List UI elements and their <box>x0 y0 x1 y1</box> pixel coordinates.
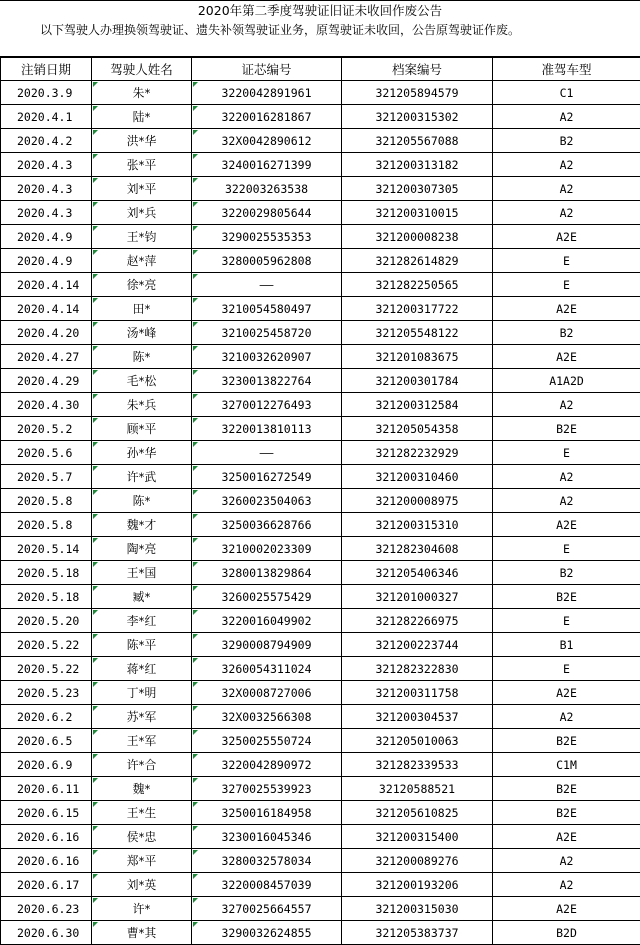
file-number-cell: 321205406346 <box>342 561 493 585</box>
driver-name-cell: 魏*才 <box>92 513 192 537</box>
chip-number-cell: 3280005962808 <box>192 249 342 273</box>
vehicle-class-cell: A2 <box>493 465 640 489</box>
driver-name-cell: 刘*英 <box>92 873 192 897</box>
file-number-cell: 321200008238 <box>342 225 493 249</box>
column-header-chip-number: 证芯编号 <box>192 58 342 81</box>
revoke-date-cell: 2020.4.1 <box>1 105 92 129</box>
driver-name-cell: 许*武 <box>92 465 192 489</box>
revoke-date-cell: 2020.4.2 <box>1 129 92 153</box>
chip-number-cell: 3290032624855 <box>192 921 342 945</box>
table-row <box>1 177 640 201</box>
file-number-cell: 321200315310 <box>342 513 493 537</box>
revoke-date-cell: 2020.3.9 <box>1 81 92 105</box>
vehicle-class-cell: A2E <box>493 513 640 537</box>
file-number-cell: 321205054358 <box>342 417 493 441</box>
chip-number-cell: 3250016184958 <box>192 801 342 825</box>
vehicle-class-cell: E <box>493 537 640 561</box>
chip-number-cell: 32X0042890612 <box>192 129 342 153</box>
driver-name-cell: 毛*松 <box>92 369 192 393</box>
driver-name-cell: 王*国 <box>92 561 192 585</box>
driver-name-cell: 朱*兵 <box>92 393 192 417</box>
driver-name-cell: 刘*平 <box>92 177 192 201</box>
file-number-cell: 32120588521 <box>342 777 493 801</box>
driver-name-cell: 王*生 <box>92 801 192 825</box>
table-row <box>1 273 640 297</box>
vehicle-class-cell: A2E <box>493 225 640 249</box>
chip-number-cell: 3210032620907 <box>192 345 342 369</box>
table-row <box>1 225 640 249</box>
chip-number-cell: 3210025458720 <box>192 321 342 345</box>
driver-name-cell: 陈* <box>92 345 192 369</box>
vehicle-class-cell: E <box>493 249 640 273</box>
driver-name-cell: 曹*其 <box>92 921 192 945</box>
table-row <box>1 249 640 273</box>
column-header-revoke-date: 注销日期 <box>1 58 92 81</box>
revoke-date-cell: 2020.6.5 <box>1 729 92 753</box>
revoke-date-cell: 2020.6.16 <box>1 849 92 873</box>
table-row <box>1 441 640 465</box>
revoke-date-cell: 2020.5.7 <box>1 465 92 489</box>
file-number-cell: 321282614829 <box>342 249 493 273</box>
file-number-cell: 321201000327 <box>342 585 493 609</box>
driver-name-cell: 赵*萍 <box>92 249 192 273</box>
vehicle-class-cell: A2 <box>493 873 640 897</box>
revoke-date-cell: 2020.4.3 <box>1 177 92 201</box>
table-row <box>1 777 640 801</box>
table-header-row <box>1 58 640 81</box>
driver-name-cell: 许* <box>92 897 192 921</box>
revoke-date-cell: 2020.5.8 <box>1 513 92 537</box>
file-number-cell: 321200315302 <box>342 105 493 129</box>
vehicle-class-cell: A2 <box>493 177 640 201</box>
chip-number-cell: 3260025575429 <box>192 585 342 609</box>
vehicle-class-cell: E <box>493 609 640 633</box>
file-number-cell: 321282232929 <box>342 441 493 465</box>
revoke-date-cell: 2020.6.23 <box>1 897 92 921</box>
vehicle-class-cell: A2E <box>493 897 640 921</box>
revoke-date-cell: 2020.4.20 <box>1 321 92 345</box>
revoke-date-cell: 2020.6.16 <box>1 825 92 849</box>
chip-number-cell: 3270025664557 <box>192 897 342 921</box>
file-number-cell: 321200301784 <box>342 369 493 393</box>
driver-name-cell: 徐*亮 <box>92 273 192 297</box>
driver-name-cell: 魏* <box>92 777 192 801</box>
table-row <box>1 537 640 561</box>
revoke-date-cell: 2020.4.30 <box>1 393 92 417</box>
chip-number-cell: 3270025539923 <box>192 777 342 801</box>
file-number-cell: 321200089276 <box>342 849 493 873</box>
table-row <box>1 873 640 897</box>
column-header-file-number: 档案编号 <box>342 58 493 81</box>
table-row <box>1 585 640 609</box>
chip-number-cell: 3280032578034 <box>192 849 342 873</box>
chip-number-cell: 3280013829864 <box>192 561 342 585</box>
table-row <box>1 297 640 321</box>
vehicle-class-cell: A2E <box>493 297 640 321</box>
table-row <box>1 129 640 153</box>
driver-name-cell: 孙*华 <box>92 441 192 465</box>
vehicle-class-cell: C1M <box>493 753 640 777</box>
file-number-cell: 321205010063 <box>342 729 493 753</box>
file-number-cell: 321282304608 <box>342 537 493 561</box>
table-row <box>1 393 640 417</box>
vehicle-class-cell: A2E <box>493 345 640 369</box>
table-row <box>1 465 640 489</box>
driver-name-cell: 李*红 <box>92 609 192 633</box>
driver-name-cell: 朱* <box>92 81 192 105</box>
chip-number-cell: 3290025535353 <box>192 225 342 249</box>
revocation-table <box>0 57 640 945</box>
driver-name-cell: 丁*明 <box>92 681 192 705</box>
vehicle-class-cell: B2 <box>493 561 640 585</box>
revoke-date-cell: 2020.4.29 <box>1 369 92 393</box>
revoke-date-cell: 2020.6.30 <box>1 921 92 945</box>
driver-name-cell: 王*钧 <box>92 225 192 249</box>
file-number-cell: 321200193206 <box>342 873 493 897</box>
file-number-cell: 321282339533 <box>342 753 493 777</box>
column-header-driver-name: 驾驶人姓名 <box>92 58 192 81</box>
file-number-cell: 321205894579 <box>342 81 493 105</box>
driver-name-cell: 汤*峰 <box>92 321 192 345</box>
revoke-date-cell: 2020.4.9 <box>1 225 92 249</box>
chip-number-cell: 3220029805644 <box>192 201 342 225</box>
chip-number-cell: 3220013810113 <box>192 417 342 441</box>
table-row <box>1 201 640 225</box>
chip-number-cell: 3260054311024 <box>192 657 342 681</box>
revoke-date-cell: 2020.5.14 <box>1 537 92 561</box>
vehicle-class-cell: A2 <box>493 849 640 873</box>
chip-number-cell: 3210002023309 <box>192 537 342 561</box>
chip-number-cell: 3290008794909 <box>192 633 342 657</box>
driver-name-cell: 许*合 <box>92 753 192 777</box>
vehicle-class-cell: B2E <box>493 417 640 441</box>
revoke-date-cell: 2020.4.14 <box>1 297 92 321</box>
table-row <box>1 153 640 177</box>
vehicle-class-cell: E <box>493 441 640 465</box>
vehicle-class-cell: B2E <box>493 777 640 801</box>
driver-name-cell: 苏*军 <box>92 705 192 729</box>
revoke-date-cell: 2020.4.3 <box>1 153 92 177</box>
file-number-cell: 321200313182 <box>342 153 493 177</box>
chip-number-cell: —— <box>192 441 342 465</box>
chip-number-cell: 3250016272549 <box>192 465 342 489</box>
driver-name-cell: 陶*亮 <box>92 537 192 561</box>
revoke-date-cell: 2020.5.20 <box>1 609 92 633</box>
table-row <box>1 105 640 129</box>
revoke-date-cell: 2020.5.18 <box>1 561 92 585</box>
table-row <box>1 849 640 873</box>
vehicle-class-cell: B2E <box>493 729 640 753</box>
driver-name-cell: 蒋*红 <box>92 657 192 681</box>
chip-number-cell: 3250036628766 <box>192 513 342 537</box>
revoke-date-cell: 2020.5.8 <box>1 489 92 513</box>
chip-number-cell: 3220016281867 <box>192 105 342 129</box>
chip-number-cell: 3230016045346 <box>192 825 342 849</box>
revoke-date-cell: 2020.4.3 <box>1 201 92 225</box>
revoke-date-cell: 2020.6.9 <box>1 753 92 777</box>
vehicle-class-cell: B2 <box>493 321 640 345</box>
chip-number-cell: 3240016271399 <box>192 153 342 177</box>
chip-number-cell: 3220042891961 <box>192 81 342 105</box>
file-number-cell: 321200310460 <box>342 465 493 489</box>
driver-name-cell: 臧* <box>92 585 192 609</box>
chip-number-cell: 32X0032566308 <box>192 705 342 729</box>
revoke-date-cell: 2020.5.6 <box>1 441 92 465</box>
vehicle-class-cell: B2 <box>493 129 640 153</box>
vehicle-class-cell: A2 <box>493 153 640 177</box>
driver-name-cell: 陆* <box>92 105 192 129</box>
vehicle-class-cell: A2 <box>493 393 640 417</box>
file-number-cell: 321200317722 <box>342 297 493 321</box>
vehicle-class-cell: E <box>493 273 640 297</box>
table-row <box>1 321 640 345</box>
vehicle-class-cell: E <box>493 657 640 681</box>
table-row <box>1 657 640 681</box>
driver-name-cell: 顾*平 <box>92 417 192 441</box>
file-number-cell: 321200310015 <box>342 201 493 225</box>
revoke-date-cell: 2020.5.18 <box>1 585 92 609</box>
file-number-cell: 321200008975 <box>342 489 493 513</box>
table-row <box>1 513 640 537</box>
vehicle-class-cell: C1 <box>493 81 640 105</box>
driver-name-cell: 陈* <box>92 489 192 513</box>
chip-number-cell: 3220008457039 <box>192 873 342 897</box>
notice-text: 以下驾驶人办理换领驾驶证、遗失补领驾驶证业务，原驾驶证未收回，公告原驾驶证作废。 <box>0 21 640 57</box>
revoke-date-cell: 2020.6.15 <box>1 801 92 825</box>
revoke-date-cell: 2020.4.9 <box>1 249 92 273</box>
column-header-vehicle-class: 准驾车型 <box>493 58 640 81</box>
chip-number-cell: 3220016049902 <box>192 609 342 633</box>
vehicle-class-cell: B2E <box>493 801 640 825</box>
chip-number-cell: —— <box>192 273 342 297</box>
vehicle-class-cell: A1A2D <box>493 369 640 393</box>
table-row <box>1 801 640 825</box>
revoke-date-cell: 2020.6.17 <box>1 873 92 897</box>
revoke-date-cell: 2020.4.27 <box>1 345 92 369</box>
revoke-date-cell: 2020.5.22 <box>1 657 92 681</box>
file-number-cell: 321200312584 <box>342 393 493 417</box>
revoke-date-cell: 2020.6.2 <box>1 705 92 729</box>
file-number-cell: 321282266975 <box>342 609 493 633</box>
driver-name-cell: 田* <box>92 297 192 321</box>
file-number-cell: 321205610825 <box>342 801 493 825</box>
vehicle-class-cell: A2 <box>493 705 640 729</box>
table-row <box>1 729 640 753</box>
file-number-cell: 321200304537 <box>342 705 493 729</box>
vehicle-class-cell: B2D <box>493 921 640 945</box>
table-row <box>1 417 640 441</box>
driver-name-cell: 侯*忠 <box>92 825 192 849</box>
table-row <box>1 369 640 393</box>
table-body <box>1 81 640 945</box>
table-row <box>1 561 640 585</box>
file-number-cell: 321200223744 <box>342 633 493 657</box>
table-row <box>1 489 640 513</box>
revoke-date-cell: 2020.5.22 <box>1 633 92 657</box>
vehicle-class-cell: B1 <box>493 633 640 657</box>
file-number-cell: 321200311758 <box>342 681 493 705</box>
driver-name-cell: 郑*平 <box>92 849 192 873</box>
driver-name-cell: 张*平 <box>92 153 192 177</box>
file-number-cell: 321200315400 <box>342 825 493 849</box>
chip-number-cell: 32X0008727006 <box>192 681 342 705</box>
chip-number-cell: 3250025550724 <box>192 729 342 753</box>
revoke-date-cell: 2020.6.11 <box>1 777 92 801</box>
table-row <box>1 81 640 105</box>
revoke-date-cell: 2020.5.2 <box>1 417 92 441</box>
file-number-cell: 321282250565 <box>342 273 493 297</box>
driver-name-cell: 王*军 <box>92 729 192 753</box>
file-number-cell: 321205383737 <box>342 921 493 945</box>
vehicle-class-cell: A2 <box>493 105 640 129</box>
driver-name-cell: 刘*兵 <box>92 201 192 225</box>
file-number-cell: 321200307305 <box>342 177 493 201</box>
vehicle-class-cell: A2E <box>493 825 640 849</box>
table-row <box>1 705 640 729</box>
revoke-date-cell: 2020.5.23 <box>1 681 92 705</box>
file-number-cell: 321201083675 <box>342 345 493 369</box>
table-row <box>1 897 640 921</box>
chip-number-cell: 3260023504063 <box>192 489 342 513</box>
driver-name-cell: 洪*华 <box>92 129 192 153</box>
table-row <box>1 825 640 849</box>
vehicle-class-cell: A2E <box>493 681 640 705</box>
table-row <box>1 633 640 657</box>
table-row <box>1 609 640 633</box>
table-row <box>1 345 640 369</box>
page-title: 2020年第二季度驾驶证旧证未收回作废公告 <box>0 0 640 21</box>
table-row <box>1 681 640 705</box>
chip-number-cell: 3230013822764 <box>192 369 342 393</box>
file-number-cell: 321205567088 <box>342 129 493 153</box>
chip-number-cell: 322003263538 <box>192 177 342 201</box>
driver-name-cell: 陈*平 <box>92 633 192 657</box>
file-number-cell: 321282322830 <box>342 657 493 681</box>
chip-number-cell: 3270012276493 <box>192 393 342 417</box>
vehicle-class-cell: A2 <box>493 201 640 225</box>
chip-number-cell: 3220042890972 <box>192 753 342 777</box>
chip-number-cell: 3210054580497 <box>192 297 342 321</box>
revoke-date-cell: 2020.4.14 <box>1 273 92 297</box>
vehicle-class-cell: A2 <box>493 489 640 513</box>
file-number-cell: 321205548122 <box>342 321 493 345</box>
file-number-cell: 321200315030 <box>342 897 493 921</box>
table-row <box>1 921 640 945</box>
vehicle-class-cell: B2E <box>493 585 640 609</box>
table-row <box>1 753 640 777</box>
